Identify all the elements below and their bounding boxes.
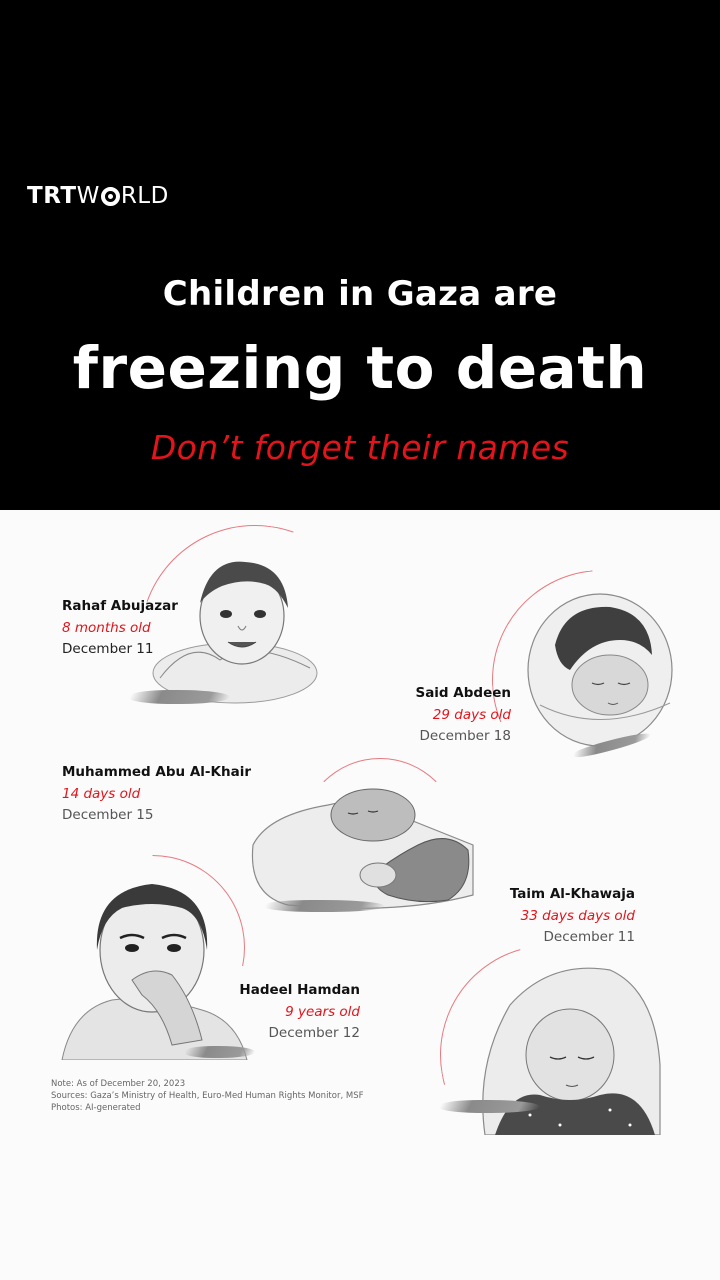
child-date: December 11 [543, 929, 635, 945]
trt-world-logo [27, 182, 169, 210]
newborn-holding-hand-sketch-icon [248, 775, 478, 915]
child-date: December 11 [62, 641, 154, 657]
logo-rld: RLD [120, 183, 169, 209]
child-date: December 12 [268, 1025, 360, 1041]
logo-w: W [76, 183, 100, 209]
child-card-muhammed [62, 762, 251, 827]
child-card-rahaf [62, 596, 178, 661]
note-photos: Photos: AI-generated [51, 1103, 141, 1113]
note-sources: Sources: Gaza’s Ministry of Health, Euro-Med Human Rights Monitor, MSF [51, 1091, 364, 1101]
child-name: Hadeel Hamdan [239, 982, 360, 998]
child-name: Rahaf Abujazar [62, 598, 178, 614]
baby-wrapped-sleeping-sketch-icon [520, 585, 680, 750]
child-age: 33 days days old [520, 907, 635, 924]
child-name: Said Abdeen [415, 685, 511, 701]
footnotes [51, 1078, 363, 1114]
child-date: December 18 [419, 728, 511, 744]
headline-line-2: freezing to death [72, 334, 648, 402]
child-age: 29 days old [432, 706, 511, 723]
child-card-taim [470, 884, 635, 949]
brush-stroke [262, 900, 388, 912]
child-card-hadeel [220, 980, 360, 1045]
note-date: Note: As of December 20, 2023 [51, 1079, 186, 1089]
child-age: 9 years old [285, 1003, 360, 1020]
subtitle: Don’t forget their names [150, 428, 570, 467]
logo-trt-text: TRT [27, 183, 77, 209]
child-date: December 15 [62, 807, 154, 823]
child-age: 8 months old [62, 619, 151, 636]
child-name: Muhammed Abu Al-Khair [62, 764, 251, 780]
logo-world-text [77, 183, 169, 209]
child-name: Taim Al-Khawaja [509, 886, 635, 902]
logo-o-ring-icon [101, 187, 120, 206]
child-age: 14 days old [62, 785, 141, 802]
child-card-said [380, 683, 511, 748]
header-banner [0, 0, 720, 510]
headline-line-1: Children in Gaza are [162, 274, 558, 314]
